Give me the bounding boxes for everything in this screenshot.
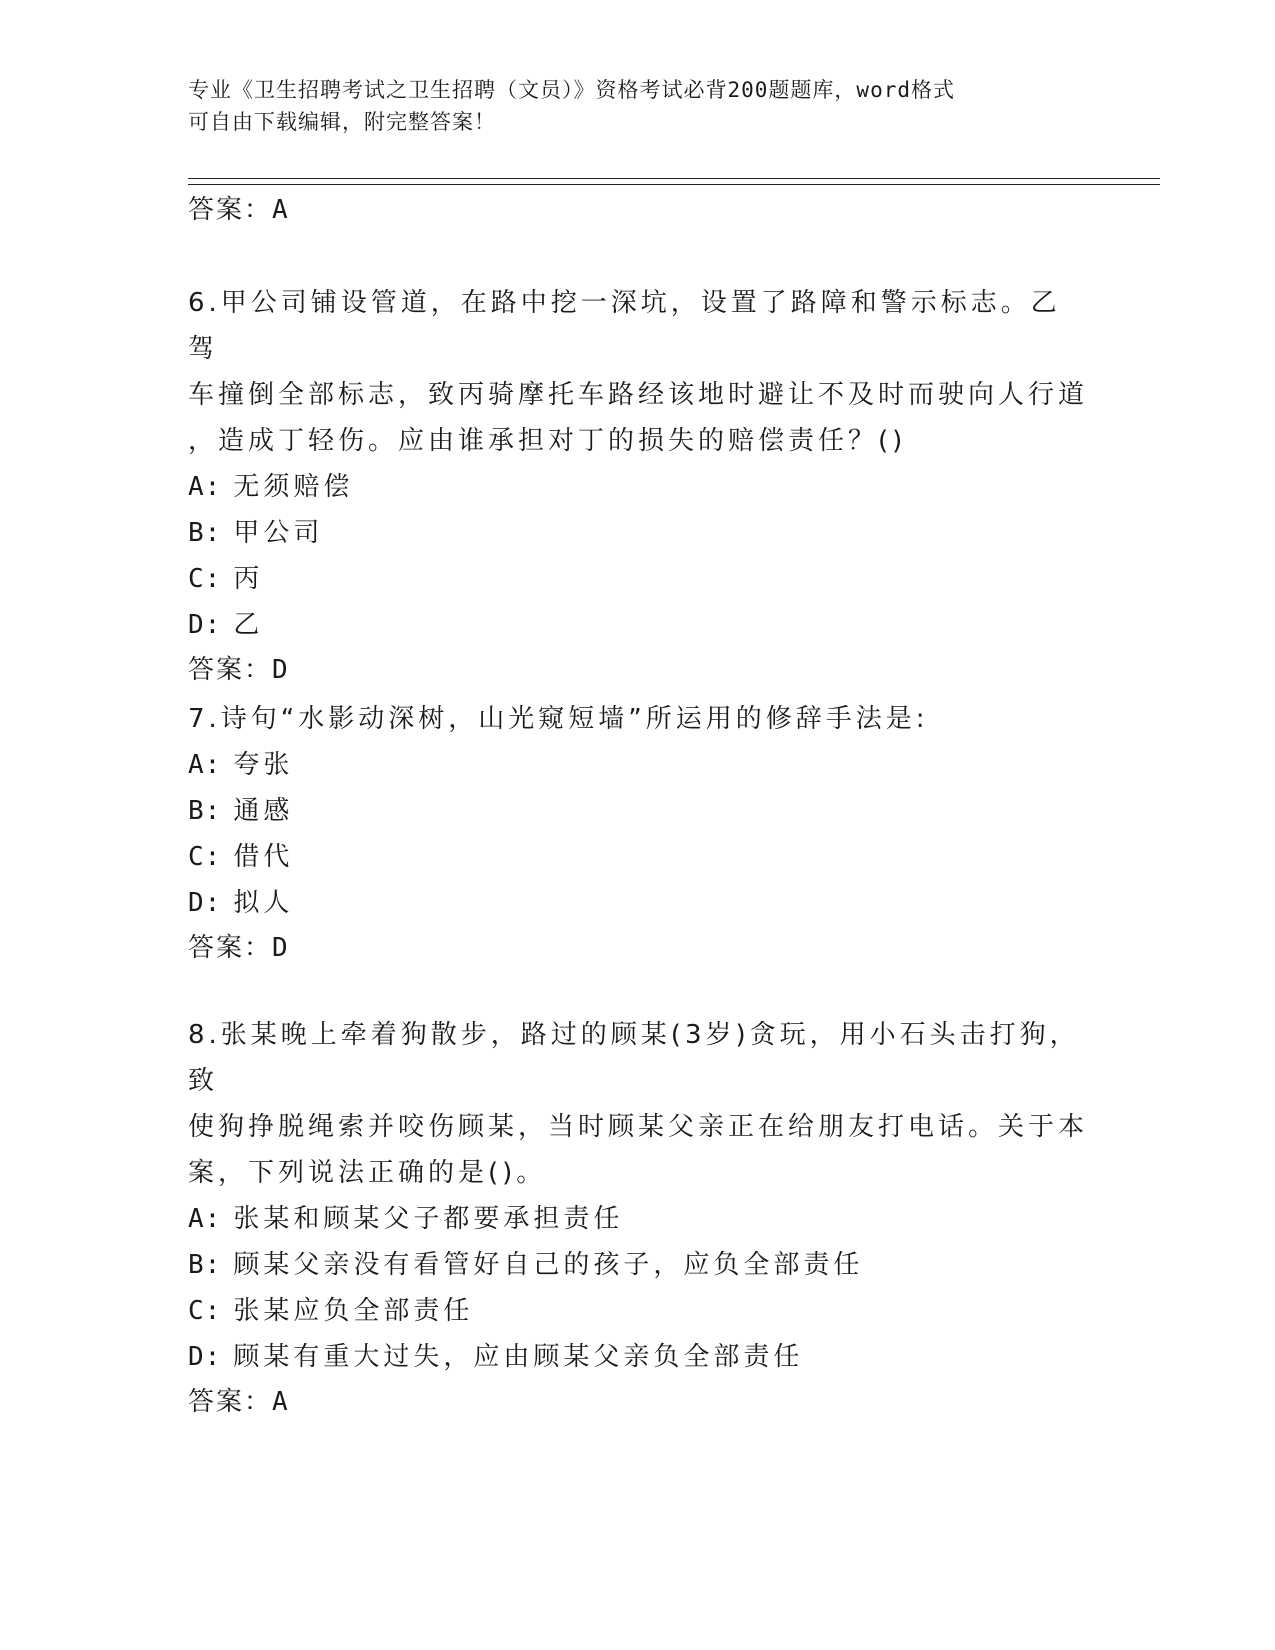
option-text: 甲公司 <box>233 518 324 548</box>
question-stem: 6.甲公司铺设管道，在路中挖一深坑，设置了路障和警示标志。乙驾 车撞倒全部标志，致丙骑摩托车路经该地时避让不及时而驶向人行道 ，造成丁轻伤。应由谁承担对丁的损失的赔偿责任？() <box>188 288 1089 456</box>
option-d <box>188 880 1088 926</box>
option-text: 借代 <box>233 842 294 872</box>
header-divider-top <box>188 178 1160 179</box>
question-answer <box>188 926 1088 970</box>
option-key: A: <box>188 472 222 502</box>
answer-value: D <box>272 933 290 963</box>
option-a <box>188 1196 1088 1242</box>
answer-label: 答案： <box>188 933 273 963</box>
option-key: A: <box>188 750 222 780</box>
option-d <box>188 1334 1088 1380</box>
question-stem: 8.张某晚上牵着狗散步，路过的顾某(3岁)贪玩，用小石头击打狗，致 使狗挣脱绳索并咬伤顾某，当时顾某父亲正在给朋友打电话。关于本 案，下列说法正确的是()。 <box>188 1020 1089 1188</box>
option-a <box>188 742 1088 788</box>
question-7 <box>188 696 1088 970</box>
option-text: 夸张 <box>233 750 294 780</box>
option-key: C: <box>188 564 222 594</box>
document-header <box>188 74 1088 138</box>
question-8 <box>188 1012 1088 1424</box>
option-c <box>188 556 1088 602</box>
option-c <box>188 1288 1088 1334</box>
option-text: 顾某有重大过失，应由顾某父亲负全部责任 <box>233 1342 804 1372</box>
option-key: B: <box>188 1250 222 1280</box>
option-text: 拟人 <box>233 888 294 918</box>
question-answer <box>188 648 1088 692</box>
option-text: 丙 <box>233 564 264 594</box>
option-c <box>188 834 1088 880</box>
option-text: 无须赔偿 <box>233 472 354 502</box>
answer-label: 答案： <box>188 1387 273 1417</box>
option-d <box>188 602 1088 648</box>
question-answer <box>188 1380 1088 1424</box>
answer-label: 答案： <box>188 195 273 225</box>
option-text: 张某和顾某父子都要承担责任 <box>233 1204 624 1234</box>
answer-value: A <box>272 1387 290 1417</box>
header-line-1: 专业《卫生招聘考试之卫生招聘（文员）》资格考试必背200题题库，word格式 <box>188 78 955 102</box>
option-text: 顾某父亲没有看管好自己的孩子，应负全部责任 <box>233 1250 864 1280</box>
answer-value: D <box>272 655 290 685</box>
header-line-2: 可自由下载编辑，附完整答案！ <box>188 110 496 134</box>
option-text: 通感 <box>233 796 294 826</box>
previous-question-answer <box>188 193 290 227</box>
option-key: D: <box>188 610 222 640</box>
answer-value: A <box>272 195 290 225</box>
question-6 <box>188 280 1088 692</box>
option-key: C: <box>188 1296 222 1326</box>
option-key: B: <box>188 796 222 826</box>
option-key: D: <box>188 888 222 918</box>
option-b <box>188 788 1088 834</box>
option-key: D: <box>188 1342 222 1372</box>
option-text: 乙 <box>233 610 264 640</box>
header-divider-bottom <box>188 184 1160 185</box>
option-a <box>188 464 1088 510</box>
option-key: C: <box>188 842 222 872</box>
question-stem: 7.诗句“水影动深树，山光窥短墙”所运用的修辞手法是: <box>188 704 929 734</box>
answer-label: 答案： <box>188 655 273 685</box>
option-key: B: <box>188 518 222 548</box>
option-b <box>188 510 1088 556</box>
option-text: 张某应负全部责任 <box>233 1296 474 1326</box>
option-key: A: <box>188 1204 222 1234</box>
option-b <box>188 1242 1088 1288</box>
